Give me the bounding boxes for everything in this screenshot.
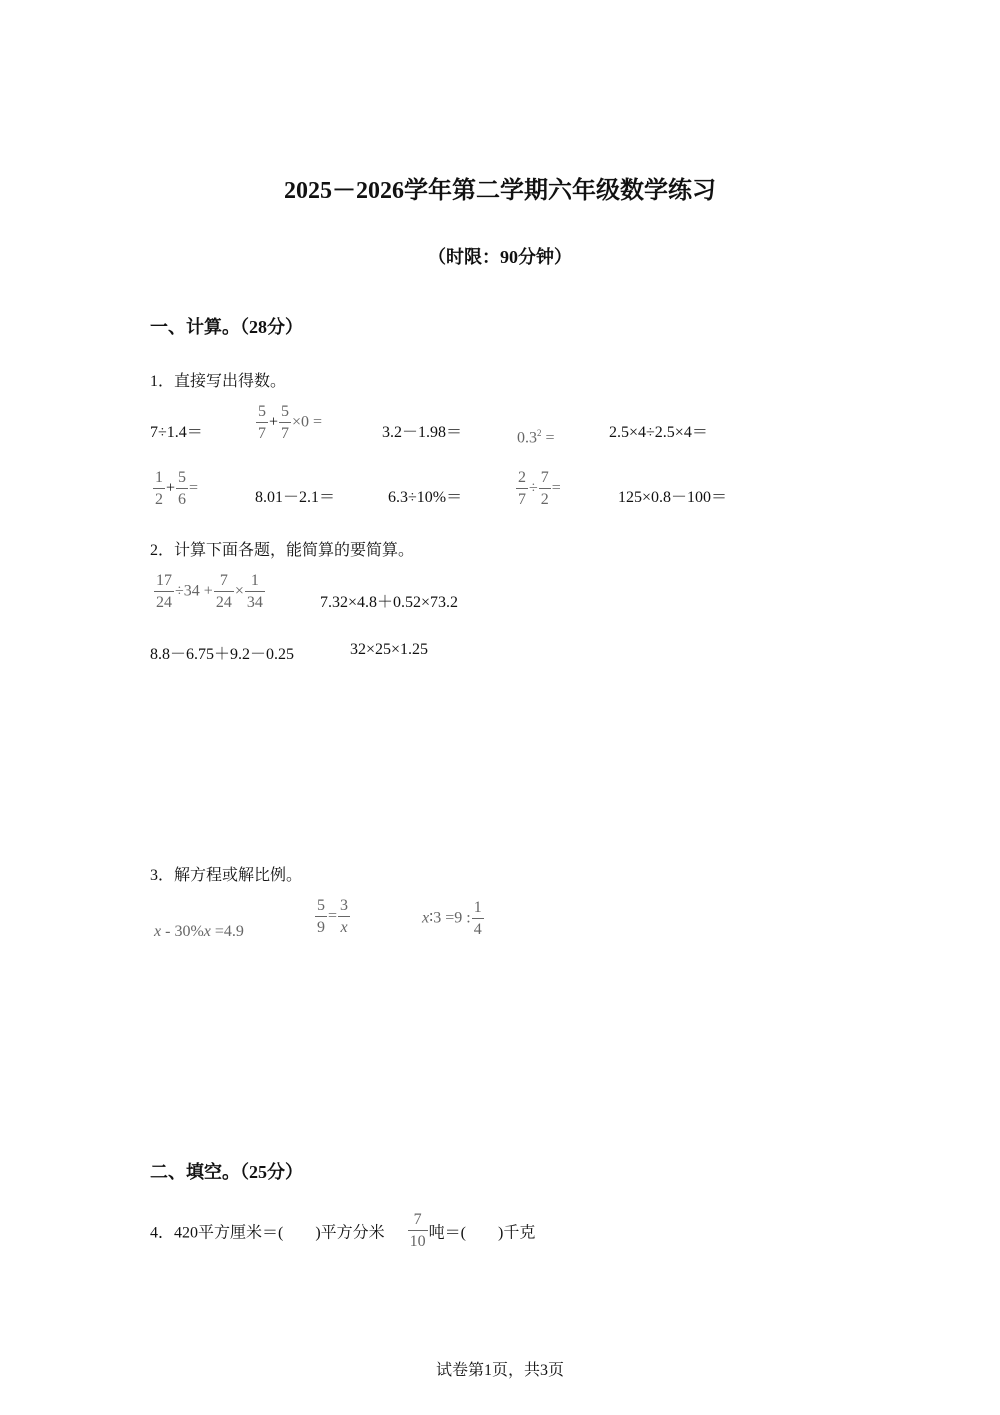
page-footer: 试卷第1页，共3页	[435, 1362, 564, 1379]
question-3-label: 3．解方程或解比例。	[150, 867, 303, 884]
fraction: $\frac{7}{10}$	[409, 1211, 426, 1250]
section-1-heading: 一、计算。（28分）	[150, 317, 303, 337]
fraction: $\frac{5}{7}$	[281, 403, 290, 442]
q2-expr-2: 7.32×4.8＋0.52×73.2	[320, 594, 459, 611]
question-1-label: 1．直接写出得数。	[150, 373, 287, 390]
question-4: 4．420平方厘米＝( )平方分米 $\frac{7}{10}$ 吨＝( )千克	[150, 1211, 536, 1250]
q1-r1-expr-2: $\frac{5}{7}$ + $\frac{5}{7}$ ×0 =	[258, 403, 323, 442]
fraction: $\frac{1}{2}$	[155, 469, 163, 508]
q1-r2-expr-4: $\frac{2}{7}$ ÷ $\frac{7}{2}$ =	[518, 469, 561, 508]
fraction: $\frac{1}{4}$	[473, 899, 482, 938]
q1-r2-expr-1: $\frac{1}{2}$ + $\frac{5}{6}$ =	[155, 469, 199, 508]
q1-r1-expr-1: 7÷1.4＝	[150, 424, 203, 441]
q1-r2-expr-2: 8.01－2.1＝	[255, 489, 336, 506]
fraction: $\frac{7}{24}$	[215, 572, 232, 611]
q3-equation-1: x - 30%x =4.9	[154, 923, 244, 940]
time-limit: （时限：90分钟）	[428, 247, 572, 267]
q3-equation-3: x∶3 =9 : $\frac{1}{4}$	[422, 899, 482, 938]
q3-equation-2: $\frac{5}{9}$ = $\frac{3}{x}$	[317, 897, 349, 936]
q1-r2-expr-3: 6.3÷10%＝	[388, 489, 463, 506]
q1-r1-expr-3: 3.2－1.98＝	[382, 424, 463, 441]
section-2-heading: 二、填空。（25分）	[150, 1162, 303, 1182]
fraction: $\frac{7}{2}$	[540, 469, 549, 508]
fraction: $\frac{1}{34}$	[246, 572, 263, 611]
fraction: $\frac{17}{24}$	[156, 572, 172, 611]
fraction: $\frac{5}{9}$	[317, 897, 325, 936]
q1-r1-expr-4: $0.3^2$ =	[517, 428, 555, 447]
q1-r1-expr-5: 2.5×4÷2.5×4＝	[609, 424, 708, 441]
fraction: $\frac{5}{6}$	[178, 469, 187, 508]
q2-expr-1: $\frac{17}{24}$ ÷34 + $\frac{7}{24}$ × $\frac{1}{34}$	[156, 572, 263, 611]
q2-expr-4: 32×25×1.25	[350, 641, 429, 658]
page-title: 2025－2026学年第二学期六年级数学练习	[284, 178, 716, 204]
q2-expr-3: 8.8－6.75＋9.2－0.25	[150, 646, 295, 663]
question-2-label: 2．计算下面各题，能简算的要简算。	[150, 542, 415, 559]
fraction: $\frac{5}{7}$	[258, 403, 266, 442]
fraction: $\frac{3}{x}$	[340, 897, 349, 936]
q1-r2-expr-5: 125×0.8－100＝	[618, 489, 728, 506]
fraction: $\frac{2}{7}$	[518, 469, 526, 508]
